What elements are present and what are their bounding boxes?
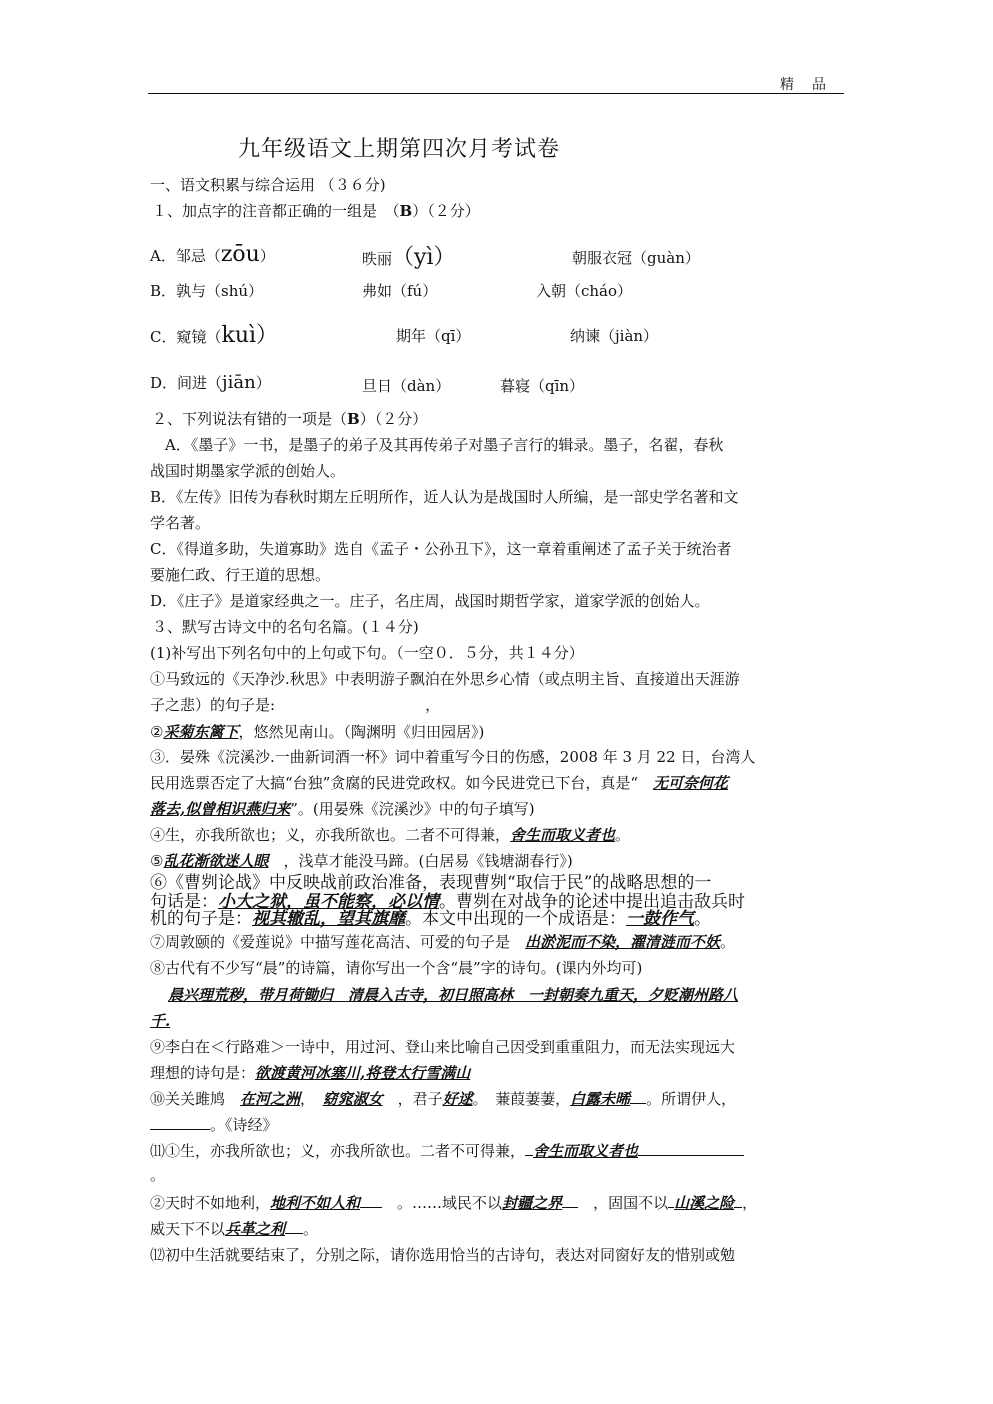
q3-item-6-cont: 句话是：小大之狱，虽不能察，必以情。曹刿在对战争的论述中提出追击敌兵时 <box>150 892 745 912</box>
pinyin-kui: kuì <box>221 323 257 348</box>
question-2-answer: B <box>347 410 360 428</box>
q3-item-3-end: 落去,似曾相识燕归来”。(用晏殊《浣溪沙》中的句子填写) <box>150 800 535 818</box>
q2-line: A．《墨子》一书，是墨子的弟子及其再传弟子对墨子言行的辑录。墨子，名翟，春秋 <box>150 436 724 454</box>
answer-text: 采菊东篱下 <box>163 723 239 741</box>
q3-item-3-cont: 民用选票否定了大搞“台独”贪腐的民进党政权。如今民进党已下台，真是“ 无可奈何花 <box>150 774 729 792</box>
answer-text: 乱花渐欲迷人眼 <box>163 852 269 870</box>
q2-line: 战国时期墨家学派的创始人。 <box>150 462 346 480</box>
question-3: ３、默写古诗文中的名句名篇。(１４分) <box>152 618 419 636</box>
answer-text: 一鼓作气 <box>626 909 694 929</box>
answer-text: 千. <box>150 1012 171 1030</box>
answer-text: 视其辙乱，望其旗靡 <box>252 909 405 929</box>
q2-line: 要施仁政、行王道的思想。 <box>150 566 331 584</box>
answer-text: 地利不如人和 <box>270 1194 361 1212</box>
question-1-text: １、加点字的注音都正确的一组是 （ <box>152 202 400 220</box>
q3-item-13: ⑿初中生活就要结束了，分别之际，请你选用恰当的古诗句，表达对同窗好友的惜别或勉 <box>150 1246 736 1264</box>
q3-item-1: ①马致远的《天净沙.秋思》中表明游子飘泊在外思乡心情（或点明主旨、直接道出天涯游 <box>150 670 740 688</box>
answer-text: 舍生而取义者也 <box>533 1142 639 1160</box>
q2-line: C．《得道多助，失道寡助》选自《孟子・公孙丑下》，这一章着重阐述了孟子关于统治者 <box>150 540 732 558</box>
page-title: 九年级语文上期第四次月考试卷 <box>238 137 561 162</box>
q3-item-3: ③．晏殊《浣溪沙.一曲新词酒一杯》词中着重写今日的伤感，2008 年 3 月 22 日，台湾人 <box>150 748 756 766</box>
q2-line: D．《庄子》是道家经典之一。庄子，名庄周，战国时期哲学家，道家学派的创始人。 <box>150 592 710 610</box>
q3-item-7: ⑦周敦颐的《爱莲说》中描写莲花高洁、可爱的句子是 出淤泥而不染，濯清涟而不妖。 <box>150 933 736 951</box>
answer-blank <box>638 1141 744 1156</box>
answer-text: 落去,似曾相识燕归来 <box>150 800 291 818</box>
q3-item-1-cont: 子之悲）的句子是: ， <box>150 696 441 714</box>
q3-item-8-answer <box>168 985 738 1005</box>
question-1 <box>152 201 480 221</box>
q3-item-9-cont: 理想的诗句是：欲渡黄河冰塞川,将登太行雪满山 <box>150 1064 471 1082</box>
q3-item-4: ④生，亦我所欲也；义，亦我所欲也。二者不可得兼，舍生而取义者也。 <box>150 826 631 844</box>
q3-sub: (1)补写出下列名句中的上句或下句。（一空０．５分，共１４分） <box>150 644 584 662</box>
q3-item-10: ⑩关关雎鸠 在河之洲， 窈窕淑女 ，君子好逑。 蒹葭萋萋，白露未晞 。所谓伊人， <box>150 1090 737 1108</box>
option-b1: B．孰与（shú） <box>150 282 264 300</box>
header-label: 精 品 <box>780 77 828 93</box>
option-a3: 朝服衣冠（guàn） <box>572 249 700 267</box>
q3-item-12-cont: 威天下不以兵革之利 。 <box>150 1220 319 1238</box>
q3-item-6: ⑥《曹刿论战》中反映战前政治准备，表现曹刿“取信于民”的战略思想的一 <box>150 873 712 893</box>
answer-blank <box>275 696 425 710</box>
answer-text: 在河之洲 <box>240 1090 301 1108</box>
q3-item-11-cont: 。 <box>150 1166 166 1184</box>
option-d2: 旦日（dàn） <box>362 377 451 395</box>
question-1-answer: B <box>399 202 413 220</box>
answer-text: 窈窕淑女 <box>322 1090 383 1108</box>
pinyin-zou: zōu <box>220 242 260 267</box>
option-c2: 期年（qī） <box>396 327 471 345</box>
q3-item-8: ⑧古代有不少写“晨”的诗篇，请你写出一个含“晨”字的诗句。(课内外均可) <box>150 959 643 977</box>
answer-text: 兵革之利 <box>225 1220 286 1238</box>
q2-line: 学名著。 <box>150 514 211 532</box>
answer-text: 无可奈何花 <box>653 774 729 792</box>
answer-text: 晨兴理荒秽，带月荷锄归 清晨入古寺，初日照高林 一封朝奏九重天，夕贬潮州路八 <box>168 986 739 1004</box>
question-2: ２、下列说法有错的一项是（B）（２分） <box>152 410 428 428</box>
q2-line: B．《左传》旧传为春秋时期左丘明所作，近人认为是战国时人所编，是一部史学名著和文 <box>150 488 739 506</box>
q3-item-2: ②采菊东篱下，悠然见南山。（陶渊明《归田园居》) <box>150 723 485 741</box>
answer-text: 小大之狱，虽不能察，必以情 <box>218 892 439 912</box>
question-1-score: ）（２分） <box>412 202 480 220</box>
q3-item-8-answer-cont <box>150 1011 170 1031</box>
answer-text: 白露未晞 <box>570 1090 631 1108</box>
option-a2: 昳丽（yì） <box>362 245 456 270</box>
answer-text: 舍生而取义者也 <box>510 826 616 844</box>
option-c1: C．窥镜（kuì） <box>150 323 279 348</box>
q3-item-6-end: 机的句子是：视其辙乱，望其旗靡。本文中出现的一个成语是：一鼓作气。 <box>150 909 711 929</box>
q3-item-5: ⑤乱花渐欲迷人眼 ，浅草才能没马蹄。(白居易《钱塘湖春行》) <box>150 852 573 870</box>
option-c3: 纳谏（jiàn） <box>570 327 659 345</box>
answer-text: 山溪之险 <box>674 1194 735 1212</box>
option-d3: 暮寝（qīn） <box>500 377 585 395</box>
q3-item-11: ⑾①生，亦我所欲也；义，亦我所欲也。二者不可得兼， 舍生而取义者也 <box>150 1141 744 1161</box>
option-d1: D．间进（jiān） <box>150 372 271 393</box>
answer-blank <box>150 1115 210 1130</box>
header-rule <box>148 93 844 94</box>
answer-text: 出淤泥而不染，濯清涟而不妖 <box>525 933 721 951</box>
section-heading: 一、语文积累与综合运用 （３６分) <box>150 176 386 194</box>
pinyin-jian: jiān <box>222 372 256 393</box>
answer-text: 好逑 <box>442 1090 473 1108</box>
q3-item-12: ②天时不如地利，地利不如人和 。……域民不以封疆之界 ，固国不以 山溪之险 ， <box>150 1194 758 1212</box>
option-b3: 入朝（cháo） <box>536 282 633 300</box>
pinyin-yi: （yì） <box>392 245 456 270</box>
q3-item-10-cont: 。《诗经》 <box>150 1115 278 1135</box>
answer-text: 封疆之界 <box>502 1194 563 1212</box>
option-a1: A．邹忌（zōu） <box>150 242 275 267</box>
answer-text: 欲渡黄河冰塞川,将登太行雪满山 <box>255 1064 471 1082</box>
option-b2: 弗如（fú） <box>362 282 438 300</box>
q3-item-9: ⑨李白在＜行路难＞一诗中，用过河、登山来比喻自己因受到重重阻力，而无法实现远大 <box>150 1038 736 1056</box>
